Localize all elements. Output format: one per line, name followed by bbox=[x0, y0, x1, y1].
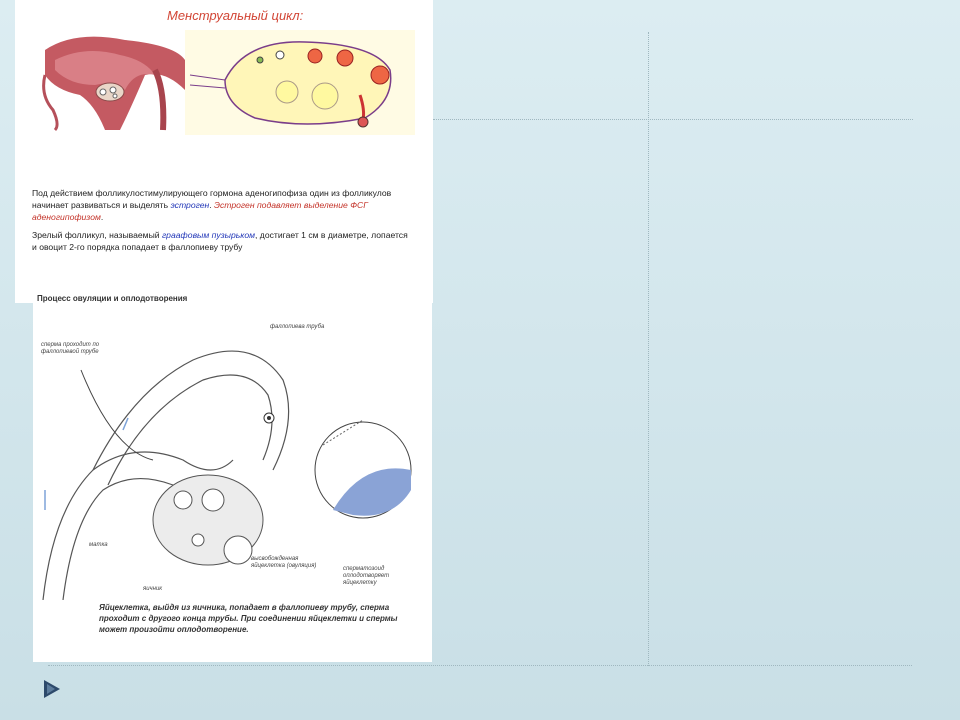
label-tube: фаллопиева труба bbox=[270, 324, 325, 330]
label-uterus: матка bbox=[89, 542, 108, 548]
frame-line bbox=[433, 119, 913, 120]
triangle-right-icon[interactable] bbox=[41, 678, 63, 700]
text: . bbox=[209, 200, 215, 210]
card-title: Процесс овуляции и оплодотворения bbox=[37, 294, 188, 303]
frame-line bbox=[48, 665, 912, 666]
frame-line bbox=[648, 32, 649, 666]
follicle-cycle-diagram bbox=[185, 30, 415, 135]
caption: Яйцеклетка, выйдя из яичника, попадает в фаллопиеву трубу, сперма проходит с другого конца трубы. При соединении яйцеклетки и спермы может произойти оплодотворение. bbox=[99, 603, 398, 634]
label-ovary: яичник bbox=[143, 586, 163, 592]
ovulation-card bbox=[33, 290, 432, 662]
uterus-illustration bbox=[35, 30, 185, 135]
card-title: Менструальный цикл: bbox=[167, 8, 304, 23]
paragraph-graaf bbox=[32, 229, 412, 253]
text: Зрелый фолликул, называемый bbox=[32, 230, 162, 240]
term-estrogen: эстроген bbox=[170, 200, 210, 210]
label-released: высвобожденная яйцеклетка (овуляция) bbox=[251, 556, 317, 569]
text: Под действием фолликулостимулирующего гормона аденогипофиза один из фолликулов начинает развиваться и выделять bbox=[32, 188, 392, 210]
paragraph-fsh bbox=[32, 187, 412, 223]
highlight-text: Эстроген подавляет выделение ФСГ аденогипофизом bbox=[32, 200, 368, 222]
term-graaf: граафовым пузырьком bbox=[161, 230, 256, 240]
text: , достигает 1 см в диаметре, лопается и овоцит 2-го порядка попадает в фаллопиеву трубу bbox=[32, 230, 408, 252]
menstrual-cycle-card bbox=[15, 0, 433, 303]
label-sperm: сперма проходит по фаллопиевой трубе bbox=[41, 342, 100, 355]
label-fertilize: сперматозоид оплодотворяет яйцеклетку bbox=[343, 566, 390, 586]
text: . bbox=[100, 212, 104, 222]
